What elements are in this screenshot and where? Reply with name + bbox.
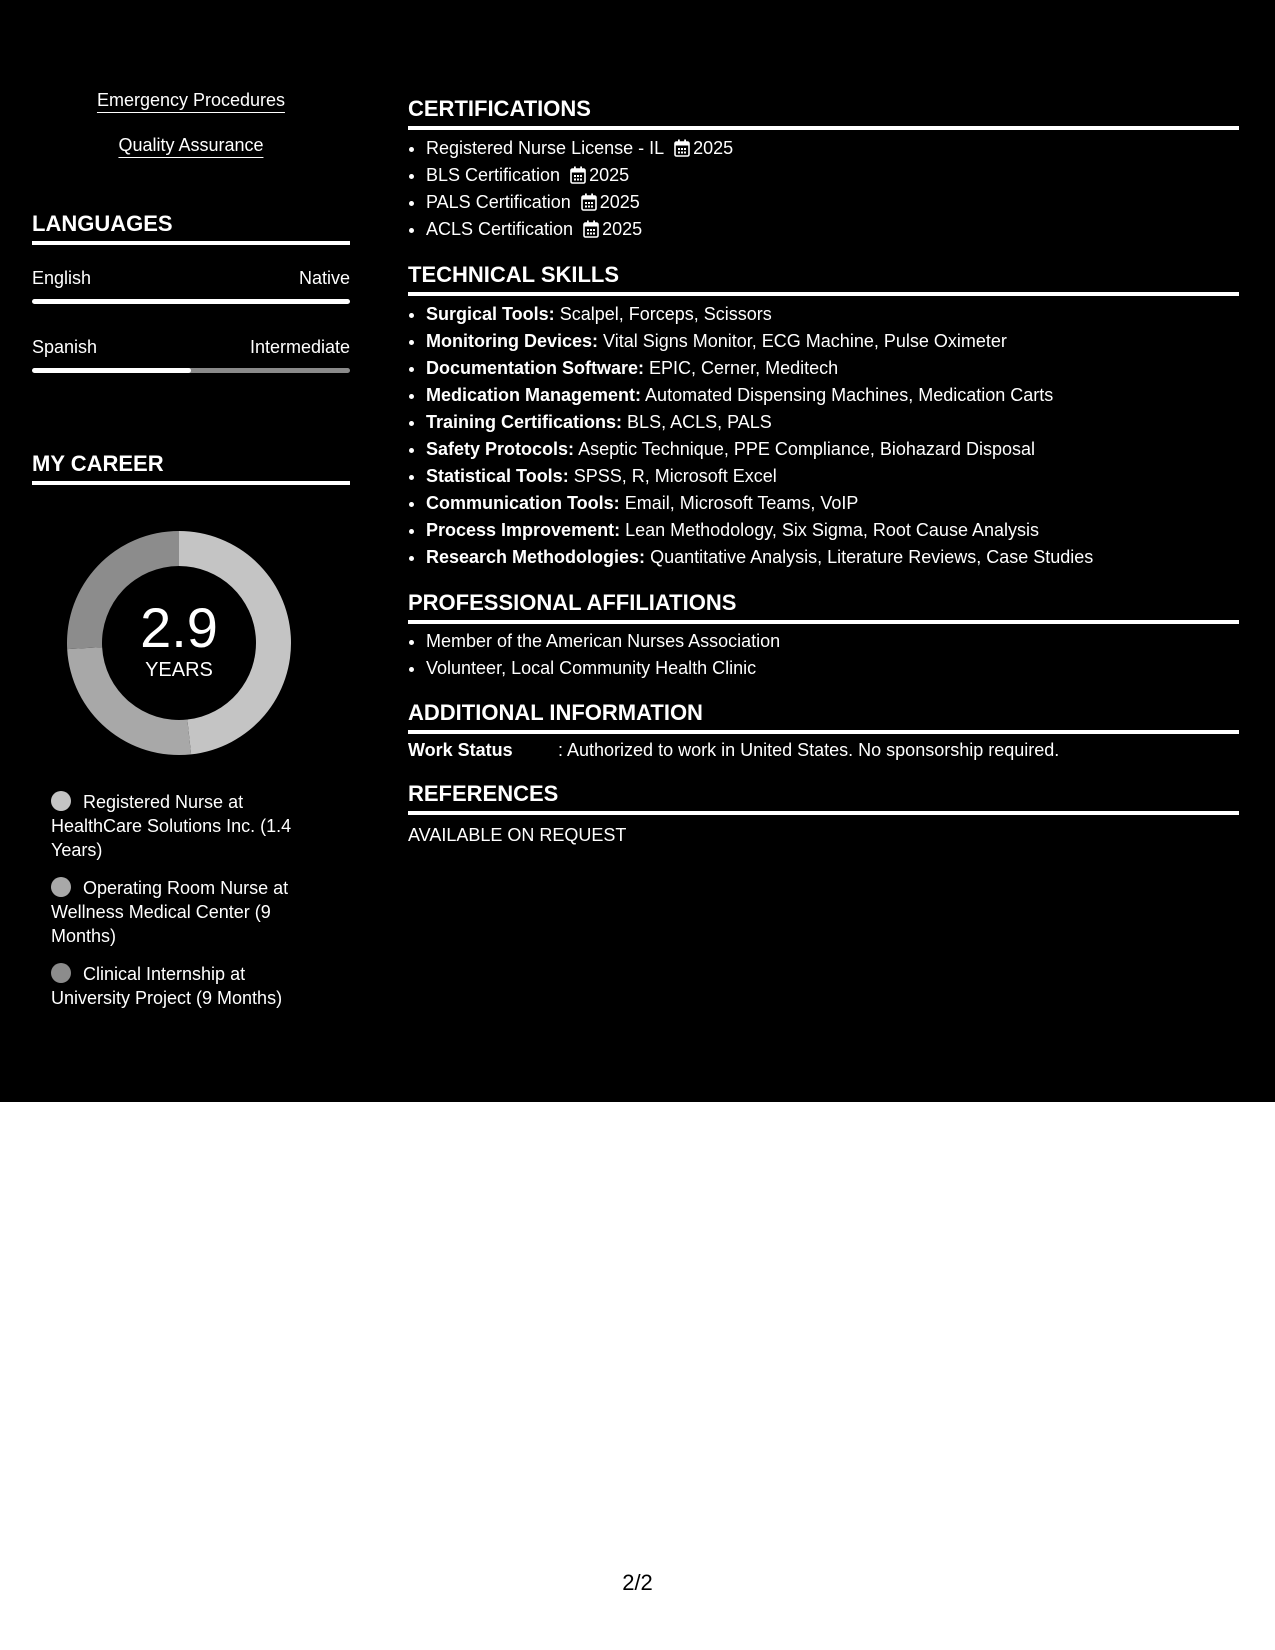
career-legend-item — [51, 962, 321, 1010]
skill-label: Safety Protocols: — [426, 439, 575, 459]
interest-item: Quality Assurance — [118, 135, 263, 158]
legend-dot-icon — [51, 791, 71, 811]
skill-item — [426, 409, 1093, 436]
certification-item — [426, 162, 733, 189]
work-status-label: Work Status — [408, 740, 513, 760]
language-level: Native — [298, 268, 350, 288]
skill-value: Email, Microsoft Teams, VoIP — [624, 493, 859, 513]
additional-info-heading: ADDITIONAL INFORMATION — [408, 700, 1239, 734]
legend-dot-icon — [51, 963, 71, 983]
language-proficiency-bar — [32, 299, 350, 304]
work-status-row — [408, 740, 1059, 761]
skill-label: Medication Management: — [426, 385, 642, 405]
certification-year: 2025 — [693, 138, 734, 158]
skill-item — [426, 490, 1093, 517]
skill-item — [426, 355, 1093, 382]
skill-value: Scalpel, Forceps, Scissors — [559, 304, 772, 324]
career-item-label: Operating Room Nurse at Wellness Medical Center (9 Months) — [51, 878, 289, 946]
skill-value: SPSS, R, Microsoft Excel — [573, 466, 777, 486]
calendar-icon — [570, 166, 586, 184]
certification-item — [426, 189, 733, 216]
certification-year: 2025 — [599, 192, 640, 212]
skill-value: Lean Methodology, Six Sigma, Root Cause Analysis — [625, 520, 1039, 540]
certification-year: 2025 — [602, 219, 643, 239]
calendar-icon — [674, 139, 690, 157]
certification-name: BLS Certification — [426, 165, 561, 185]
language-proficiency-fill — [32, 299, 350, 304]
career-heading: MY CAREER — [32, 451, 350, 485]
interest-item: Emergency Procedures — [97, 90, 285, 113]
skill-item — [426, 517, 1093, 544]
technical-skills-heading: TECHNICAL SKILLS — [408, 262, 1239, 296]
language-level: Intermediate — [249, 337, 350, 357]
certification-name: ACLS Certification — [426, 219, 574, 239]
skill-item — [426, 463, 1093, 490]
skill-value: Aseptic Technique, PPE Compliance, Biohazard Disposal — [578, 439, 1035, 459]
calendar-icon — [581, 193, 597, 211]
page-number: 2/2 — [622, 1570, 653, 1595]
certification-year: 2025 — [589, 165, 630, 185]
skill-item — [426, 382, 1093, 409]
career-donut-chart — [66, 530, 292, 756]
skill-item — [426, 301, 1093, 328]
certifications-heading: CERTIFICATIONS — [408, 96, 1239, 130]
affiliation-item: • Volunteer, Local Community Health Clinic — [426, 655, 780, 682]
certification-name: Registered Nurse License - IL — [426, 138, 665, 158]
languages-heading: LANGUAGES — [32, 211, 350, 245]
skill-value: BLS, ACLS, PALS — [627, 412, 772, 432]
language-name: Spanish — [32, 337, 98, 357]
skill-value: Quantitative Analysis, Literature Reviews, Case Studies — [650, 547, 1094, 567]
calendar-icon — [583, 220, 599, 238]
skill-item — [426, 544, 1093, 571]
affiliation-item: • Member of the American Nurses Association — [426, 628, 780, 655]
career-legend-item — [51, 790, 321, 862]
skill-label: Monitoring Devices: — [426, 331, 599, 351]
references-heading: REFERENCES — [408, 781, 1239, 815]
skill-label: Statistical Tools: — [426, 466, 569, 486]
skill-value: Vital Signs Monitor, ECG Machine, Pulse Oximeter — [603, 331, 1007, 351]
technical-skills-list — [408, 301, 1093, 571]
skill-value: EPIC, Cerner, Meditech — [649, 358, 839, 378]
skill-label: Research Methodologies: — [426, 547, 646, 567]
language-name: English — [32, 268, 92, 288]
skill-label: Training Certifications: — [426, 412, 623, 432]
career-unit-label: YEARS — [145, 658, 213, 681]
skill-label: Process Improvement: — [426, 520, 621, 540]
language-proficiency-bar — [32, 368, 350, 373]
career-total-years: 2.9 — [140, 595, 218, 659]
skill-item — [426, 328, 1093, 355]
certification-item — [426, 216, 733, 243]
career-item-label: Registered Nurse at HealthCare Solutions Inc. (1.4 Years) — [51, 792, 292, 860]
career-legend-item — [51, 876, 321, 948]
skill-value: Automated Dispensing Machines, Medication Carts — [645, 385, 1054, 405]
work-status-value: : Authorized to work in United States. No sponsorship required. — [558, 740, 1060, 760]
skill-label: Surgical Tools: — [426, 304, 555, 324]
certification-item — [426, 135, 733, 162]
affiliations-list — [408, 628, 780, 682]
career-legend — [51, 790, 321, 1024]
language-row — [32, 268, 350, 289]
affiliations-heading: PROFESSIONAL AFFILIATIONS — [408, 590, 1239, 624]
skill-label: Communication Tools: — [426, 493, 620, 513]
references-text: AVAILABLE ON REQUEST — [408, 825, 627, 845]
language-row — [32, 337, 350, 358]
donut-center — [66, 530, 292, 756]
certification-name: PALS Certification — [426, 192, 571, 212]
skill-label: Documentation Software: — [426, 358, 645, 378]
career-item-label: Clinical Internship at University Project (9 Months) — [51, 964, 283, 1008]
language-proficiency-fill — [32, 368, 191, 373]
certifications-list — [408, 135, 733, 243]
legend-dot-icon — [51, 877, 71, 897]
skill-item — [426, 436, 1093, 463]
